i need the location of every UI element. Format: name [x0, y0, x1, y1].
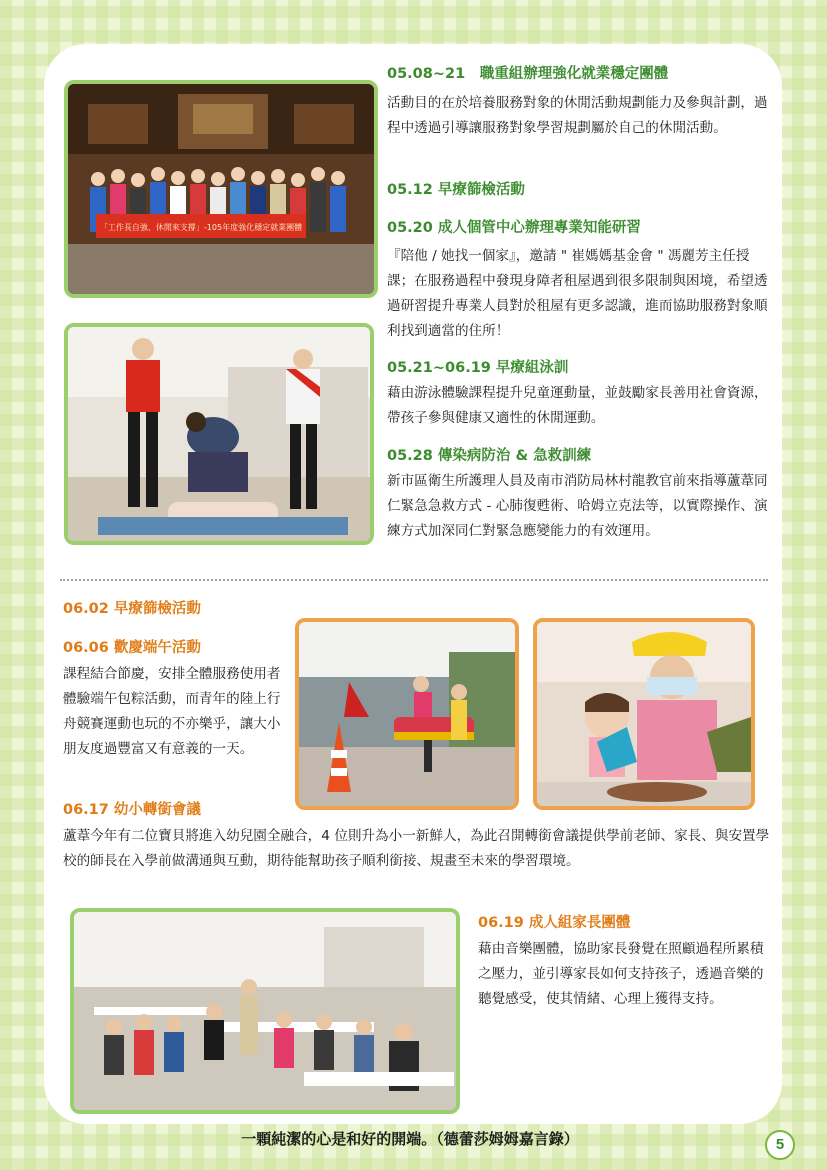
s0528-heading: 05.28 傳染病防治 & 急救訓練 — [387, 448, 592, 464]
s0617-body: 蘆葦今年有二位寶貝將進入幼兒園全融合，4 位則升為小一新鮮人，為此召開轉銜會議提供學前老師、家長、與安置學校的師長在入學前做溝通與互動，期待能幫助孩子順利銜接、規畫至未來的學習環境。 — [63, 828, 770, 869]
s0512-heading: 05.12 早療篩檢活動 — [387, 182, 525, 198]
dragon-boat-race-photo — [295, 618, 519, 810]
s0520-body: 『陪他 / 她找一個家』，邀請 " 崔媽媽基金會 " 馮麗芳主任授課；在服務過程中發現身障者租屋遇到很多限制與困境，希望透過研習提升專業人員對於租屋有更多認識，進而協助服務對象順利找到適當的住所！ — [387, 248, 768, 339]
s0508-heading: 05.08~21 職重組辦理強化就業穩定團體 — [387, 66, 669, 82]
s0619-heading: 06.19 成人組家長團體 — [478, 915, 631, 931]
rice-dumpling-photo — [533, 618, 755, 810]
banner-text: 「工作長自強、休閒來支撐」-105年度強化穩定就業團體 — [99, 223, 303, 232]
s0521-body: 藉由游泳體驗課程提升兒童運動量，並鼓勵家長善用社會資源，帶孩子參與健康又適性的休閒運動。 — [387, 385, 768, 426]
s0619-body: 藉由音樂團體，協助家長發覺在照顧過程所累積之壓力，並引導家長如何支持孩子，透過音樂的聽覺感受，使其情緒、心理上獲得支持。 — [478, 941, 764, 1007]
cpr-training-photo — [64, 323, 374, 545]
s0528-body: 新市區衛生所護理人員及南市消防局林村龍教官前來指導蘆葦同仁緊急急救方式 - 心肺復甦術、哈姆立克法等，以實際操作、演練方式加深同仁對緊急應變能力的有效運用。 — [387, 473, 768, 539]
s0606-body: 課程結合節慶，安排全體服務使用者體驗端午包粽活動，而青年的陸上行舟競賽運動也玩的不亦樂乎，讓大小朋友度過豐富又有意義的一天。 — [63, 666, 281, 757]
s0606-heading: 06.06 歡慶端午活動 — [63, 640, 201, 656]
s0602-heading: 06.02 早療篩檢活動 — [63, 601, 201, 617]
parent-group-photo — [70, 908, 460, 1114]
footer-quote: 一顆純潔的心是和好的開端。（德蕾莎姆姆嘉言錄） — [241, 1130, 579, 1148]
s0508-body: 活動目的在於培養服務對象的休閒活動規劃能力及參與計劃，過程中透過引導讓服務對象學習規劃屬於自己的休閒活動。 — [387, 95, 768, 136]
s0521-heading: 05.21~06.19 早療組泳訓 — [387, 360, 569, 376]
section-divider — [60, 579, 768, 581]
group-photo — [64, 80, 378, 298]
page-number: 5 — [765, 1130, 795, 1160]
s0617-heading: 06.17 幼小轉銜會議 — [63, 802, 201, 818]
s0520-heading: 05.20 成人個管中心辦理專業知能研習 — [387, 220, 641, 236]
